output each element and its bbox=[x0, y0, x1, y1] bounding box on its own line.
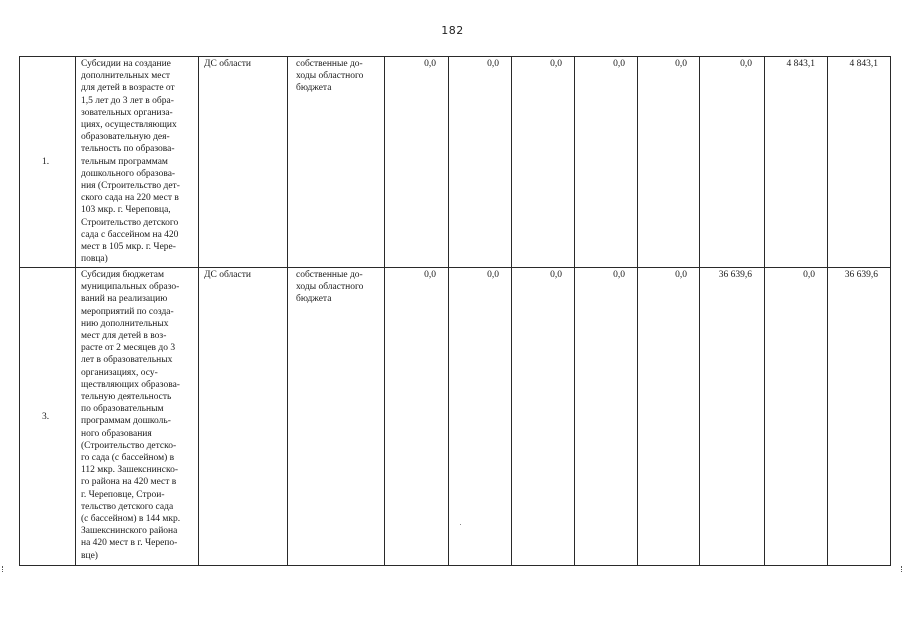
funding-source-cell: собственные до- ходы областного бюджета bbox=[288, 268, 385, 566]
value-cell: 0,0 bbox=[765, 268, 828, 566]
value-cell: 4 843,1 bbox=[765, 57, 828, 268]
table-row bbox=[20, 268, 891, 566]
measure-description: Субсидия бюджетам муниципальных образо- ваний на реализацию мероприятий по созда- нию дополнительных мест для детей в воз- расте от 2 месяцев до 3 лет в образовательных организациях, осу- ществляющих образова- тельную деятельность по образовательным программам дошколь- ного образования (Строительство детско- го сада (с бассейном) в 112 мкр. Зашекснинско- го района на 420 мест в г. Череповце, Строи- тельство детского сада (с бассейном) в 144 мкр. Зашекснинского района на 420 мест в г. Черепо- вце) bbox=[76, 268, 199, 566]
executor-cell: ДС области bbox=[199, 57, 288, 268]
table-row bbox=[20, 57, 891, 268]
scan-edge-mark bbox=[2, 566, 6, 572]
executor-cell: ДС области bbox=[199, 268, 288, 566]
scan-edge-mark bbox=[901, 566, 905, 572]
page-number: 182 bbox=[441, 24, 464, 37]
scan-speck bbox=[460, 524, 461, 525]
row-number: 1. bbox=[20, 57, 76, 268]
value-cell: 0,0 bbox=[449, 268, 512, 566]
value-cell: 4 843,1 bbox=[828, 57, 891, 268]
value-cell: 0,0 bbox=[449, 57, 512, 268]
value-cell: 0,0 bbox=[385, 268, 449, 566]
funding-source-cell: собственные до- ходы областного бюджета bbox=[288, 57, 385, 268]
value-cell: 0,0 bbox=[700, 57, 765, 268]
value-cell: 36 639,6 bbox=[828, 268, 891, 566]
value-cell: 0,0 bbox=[638, 268, 700, 566]
value-cell: 0,0 bbox=[575, 268, 638, 566]
value-cell: 0,0 bbox=[512, 268, 575, 566]
measure-description: Субсидии на создание дополнительных мест для детей в возрасте от 1,5 лет до 3 лет в обра- зовательных организа- циях, осуществляющих образовательную дея- тельность по образова- тельным программам дошкольного образова- ния (Строительство дет- ского сада на 220 мест в 103 мкр. г. Череповца, Строительство детского сада с бассейном на 420 мест в 105 мкр. г. Чере- повца) bbox=[76, 57, 199, 268]
budget-table bbox=[19, 56, 891, 566]
value-cell: 0,0 bbox=[638, 57, 700, 268]
row-number: 3. bbox=[20, 268, 76, 566]
value-cell: 0,0 bbox=[512, 57, 575, 268]
value-cell: 0,0 bbox=[575, 57, 638, 268]
value-cell: 36 639,6 bbox=[700, 268, 765, 566]
value-cell: 0,0 bbox=[385, 57, 449, 268]
